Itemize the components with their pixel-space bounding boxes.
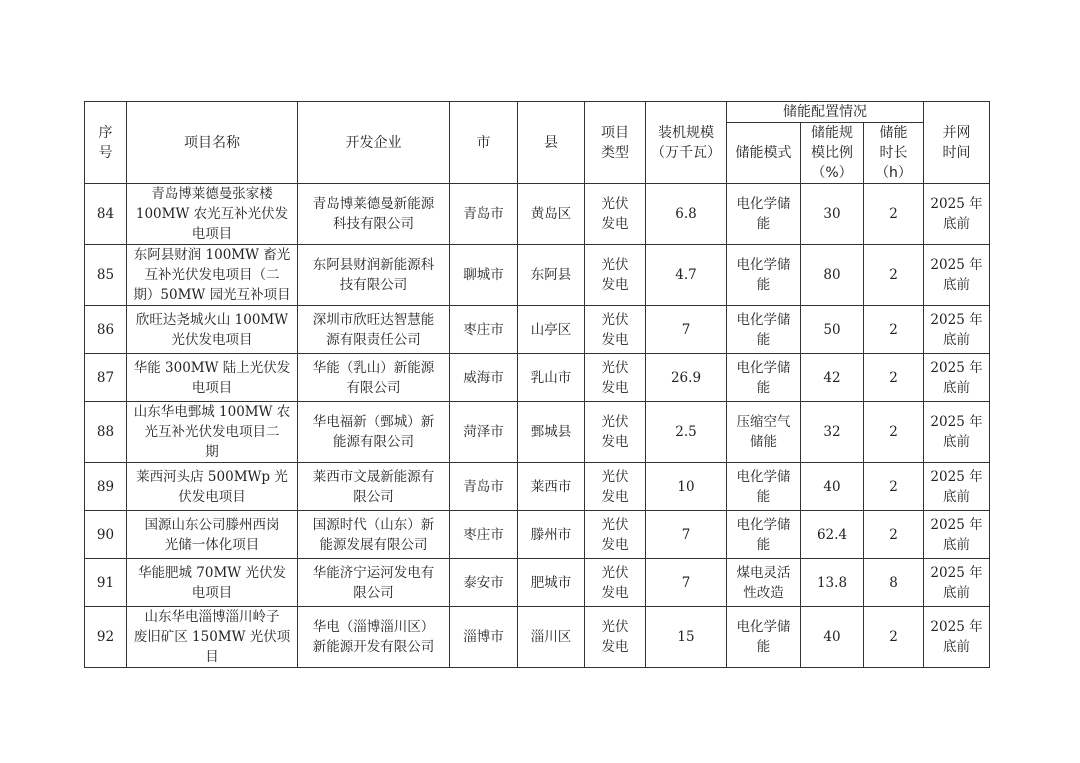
cell-time: 2025 年 底前 bbox=[924, 559, 990, 607]
cell-seq: 88 bbox=[85, 402, 127, 463]
cell-mode: 电化学储 能 bbox=[727, 511, 801, 559]
cell-mode: 电化学储 能 bbox=[727, 184, 801, 245]
cell-type: 光伏 发电 bbox=[585, 511, 646, 559]
cell-mode: 电化学储 能 bbox=[727, 354, 801, 402]
header-company: 开发企业 bbox=[298, 102, 450, 184]
cell-company: 青岛博莱德曼新能源 科技有限公司 bbox=[298, 184, 450, 245]
cell-name: 国源山东公司滕州西岗 光储一体化项目 bbox=[127, 511, 298, 559]
cell-type: 光伏 发电 bbox=[585, 245, 646, 306]
cell-name: 山东华电淄博淄川岭子 废旧矿区 150MW 光伏项 目 bbox=[127, 607, 298, 668]
cell-city: 泰安市 bbox=[450, 559, 518, 607]
cell-county: 黄岛区 bbox=[518, 184, 585, 245]
cell-time: 2025 年 底前 bbox=[924, 511, 990, 559]
cell-capacity: 2.5 bbox=[646, 402, 727, 463]
cell-county: 滕州市 bbox=[518, 511, 585, 559]
cell-mode: 电化学储 能 bbox=[727, 245, 801, 306]
cell-ratio: 80 bbox=[801, 245, 864, 306]
cell-city: 枣庄市 bbox=[450, 306, 518, 354]
cell-city: 威海市 bbox=[450, 354, 518, 402]
cell-county: 莱西市 bbox=[518, 463, 585, 511]
cell-seq: 92 bbox=[85, 607, 127, 668]
cell-mode: 电化学储 能 bbox=[727, 463, 801, 511]
cell-name: 华能肥城 70MW 光伏发 电项目 bbox=[127, 559, 298, 607]
cell-duration: 2 bbox=[864, 184, 924, 245]
cell-county: 东阿县 bbox=[518, 245, 585, 306]
cell-ratio: 13.8 bbox=[801, 559, 864, 607]
cell-capacity: 7 bbox=[646, 511, 727, 559]
cell-duration: 2 bbox=[864, 306, 924, 354]
header-seq: 序 号 bbox=[85, 102, 127, 184]
cell-capacity: 26.9 bbox=[646, 354, 727, 402]
cell-time: 2025 年 底前 bbox=[924, 245, 990, 306]
cell-mode: 电化学储 能 bbox=[727, 306, 801, 354]
cell-capacity: 4.7 bbox=[646, 245, 727, 306]
cell-time: 2025 年 底前 bbox=[924, 402, 990, 463]
cell-mode: 煤电灵活 性改造 bbox=[727, 559, 801, 607]
table-row bbox=[85, 245, 990, 306]
cell-capacity: 7 bbox=[646, 306, 727, 354]
table-body bbox=[85, 184, 990, 668]
table-row bbox=[85, 463, 990, 511]
cell-name: 欣旺达尧城火山 100MW 光伏发电项目 bbox=[127, 306, 298, 354]
table-row bbox=[85, 402, 990, 463]
header-storage-mode: 储能模式 bbox=[727, 123, 801, 184]
cell-duration: 2 bbox=[864, 607, 924, 668]
cell-county: 鄄城县 bbox=[518, 402, 585, 463]
header-grid-time: 并网 时间 bbox=[924, 102, 990, 184]
cell-county: 山亭区 bbox=[518, 306, 585, 354]
cell-name: 华能 300MW 陆上光伏发 电项目 bbox=[127, 354, 298, 402]
cell-time: 2025 年 底前 bbox=[924, 354, 990, 402]
cell-type: 光伏 发电 bbox=[585, 184, 646, 245]
cell-seq: 90 bbox=[85, 511, 127, 559]
cell-company: 华电（淄博淄川区） 新能源开发有限公司 bbox=[298, 607, 450, 668]
cell-ratio: 40 bbox=[801, 607, 864, 668]
cell-seq: 84 bbox=[85, 184, 127, 245]
header-county: 县 bbox=[518, 102, 585, 184]
cell-time: 2025 年 底前 bbox=[924, 463, 990, 511]
cell-duration: 2 bbox=[864, 402, 924, 463]
table-row bbox=[85, 511, 990, 559]
cell-seq: 91 bbox=[85, 559, 127, 607]
cell-city: 菏泽市 bbox=[450, 402, 518, 463]
cell-city: 青岛市 bbox=[450, 184, 518, 245]
cell-county: 肥城市 bbox=[518, 559, 585, 607]
cell-city: 聊城市 bbox=[450, 245, 518, 306]
cell-capacity: 10 bbox=[646, 463, 727, 511]
cell-name: 莱西河头店 500MWp 光 伏发电项目 bbox=[127, 463, 298, 511]
cell-type: 光伏 发电 bbox=[585, 306, 646, 354]
cell-ratio: 32 bbox=[801, 402, 864, 463]
table-header bbox=[85, 102, 990, 184]
cell-county: 淄川区 bbox=[518, 607, 585, 668]
cell-city: 青岛市 bbox=[450, 463, 518, 511]
cell-ratio: 40 bbox=[801, 463, 864, 511]
cell-name: 青岛博莱德曼张家楼 100MW 农光互补光伏发 电项目 bbox=[127, 184, 298, 245]
table-row bbox=[85, 354, 990, 402]
cell-mode: 压缩空气 储能 bbox=[727, 402, 801, 463]
cell-county: 乳山市 bbox=[518, 354, 585, 402]
header-type: 项目 类型 bbox=[585, 102, 646, 184]
cell-type: 光伏 发电 bbox=[585, 402, 646, 463]
cell-company: 深圳市欣旺达智慧能 源有限责任公司 bbox=[298, 306, 450, 354]
table-row bbox=[85, 559, 990, 607]
table-row bbox=[85, 306, 990, 354]
cell-type: 光伏 发电 bbox=[585, 559, 646, 607]
cell-mode: 电化学储 能 bbox=[727, 607, 801, 668]
cell-company: 华能（乳山）新能源 有限公司 bbox=[298, 354, 450, 402]
cell-company: 华能济宁运河发电有 限公司 bbox=[298, 559, 450, 607]
cell-city: 淄博市 bbox=[450, 607, 518, 668]
cell-seq: 89 bbox=[85, 463, 127, 511]
cell-duration: 2 bbox=[864, 511, 924, 559]
header-capacity: 装机规模 （万千瓦） bbox=[646, 102, 727, 184]
cell-type: 光伏 发电 bbox=[585, 607, 646, 668]
project-table bbox=[84, 101, 990, 668]
cell-time: 2025 年 底前 bbox=[924, 607, 990, 668]
header-storage-group: 储能配置情况 bbox=[727, 102, 924, 123]
cell-ratio: 62.4 bbox=[801, 511, 864, 559]
cell-name: 东阿县财润 100MW 畜光 互补光伏发电项目（二 期）50MW 园光互补项目 bbox=[127, 245, 298, 306]
cell-time: 2025 年 底前 bbox=[924, 306, 990, 354]
cell-ratio: 50 bbox=[801, 306, 864, 354]
cell-capacity: 7 bbox=[646, 559, 727, 607]
table-row bbox=[85, 184, 990, 245]
header-city: 市 bbox=[450, 102, 518, 184]
cell-name: 山东华电鄄城 100MW 农 光互补光伏发电项目二 期 bbox=[127, 402, 298, 463]
cell-duration: 2 bbox=[864, 354, 924, 402]
header-storage-duration: 储能 时长 （h） bbox=[864, 123, 924, 184]
cell-seq: 87 bbox=[85, 354, 127, 402]
cell-company: 华电福新（鄄城）新 能源有限公司 bbox=[298, 402, 450, 463]
cell-duration: 2 bbox=[864, 245, 924, 306]
cell-duration: 8 bbox=[864, 559, 924, 607]
cell-duration: 2 bbox=[864, 463, 924, 511]
table-row bbox=[85, 607, 990, 668]
cell-company: 东阿县财润新能源科 技有限公司 bbox=[298, 245, 450, 306]
cell-type: 光伏 发电 bbox=[585, 354, 646, 402]
header-storage-ratio: 储能规 模比例 （%） bbox=[801, 123, 864, 184]
cell-ratio: 30 bbox=[801, 184, 864, 245]
cell-seq: 86 bbox=[85, 306, 127, 354]
cell-time: 2025 年 底前 bbox=[924, 184, 990, 245]
header-name: 项目名称 bbox=[127, 102, 298, 184]
cell-company: 国源时代（山东）新 能源发展有限公司 bbox=[298, 511, 450, 559]
cell-city: 枣庄市 bbox=[450, 511, 518, 559]
cell-ratio: 42 bbox=[801, 354, 864, 402]
cell-type: 光伏 发电 bbox=[585, 463, 646, 511]
cell-capacity: 6.8 bbox=[646, 184, 727, 245]
cell-seq: 85 bbox=[85, 245, 127, 306]
cell-company: 莱西市文晟新能源有 限公司 bbox=[298, 463, 450, 511]
cell-capacity: 15 bbox=[646, 607, 727, 668]
